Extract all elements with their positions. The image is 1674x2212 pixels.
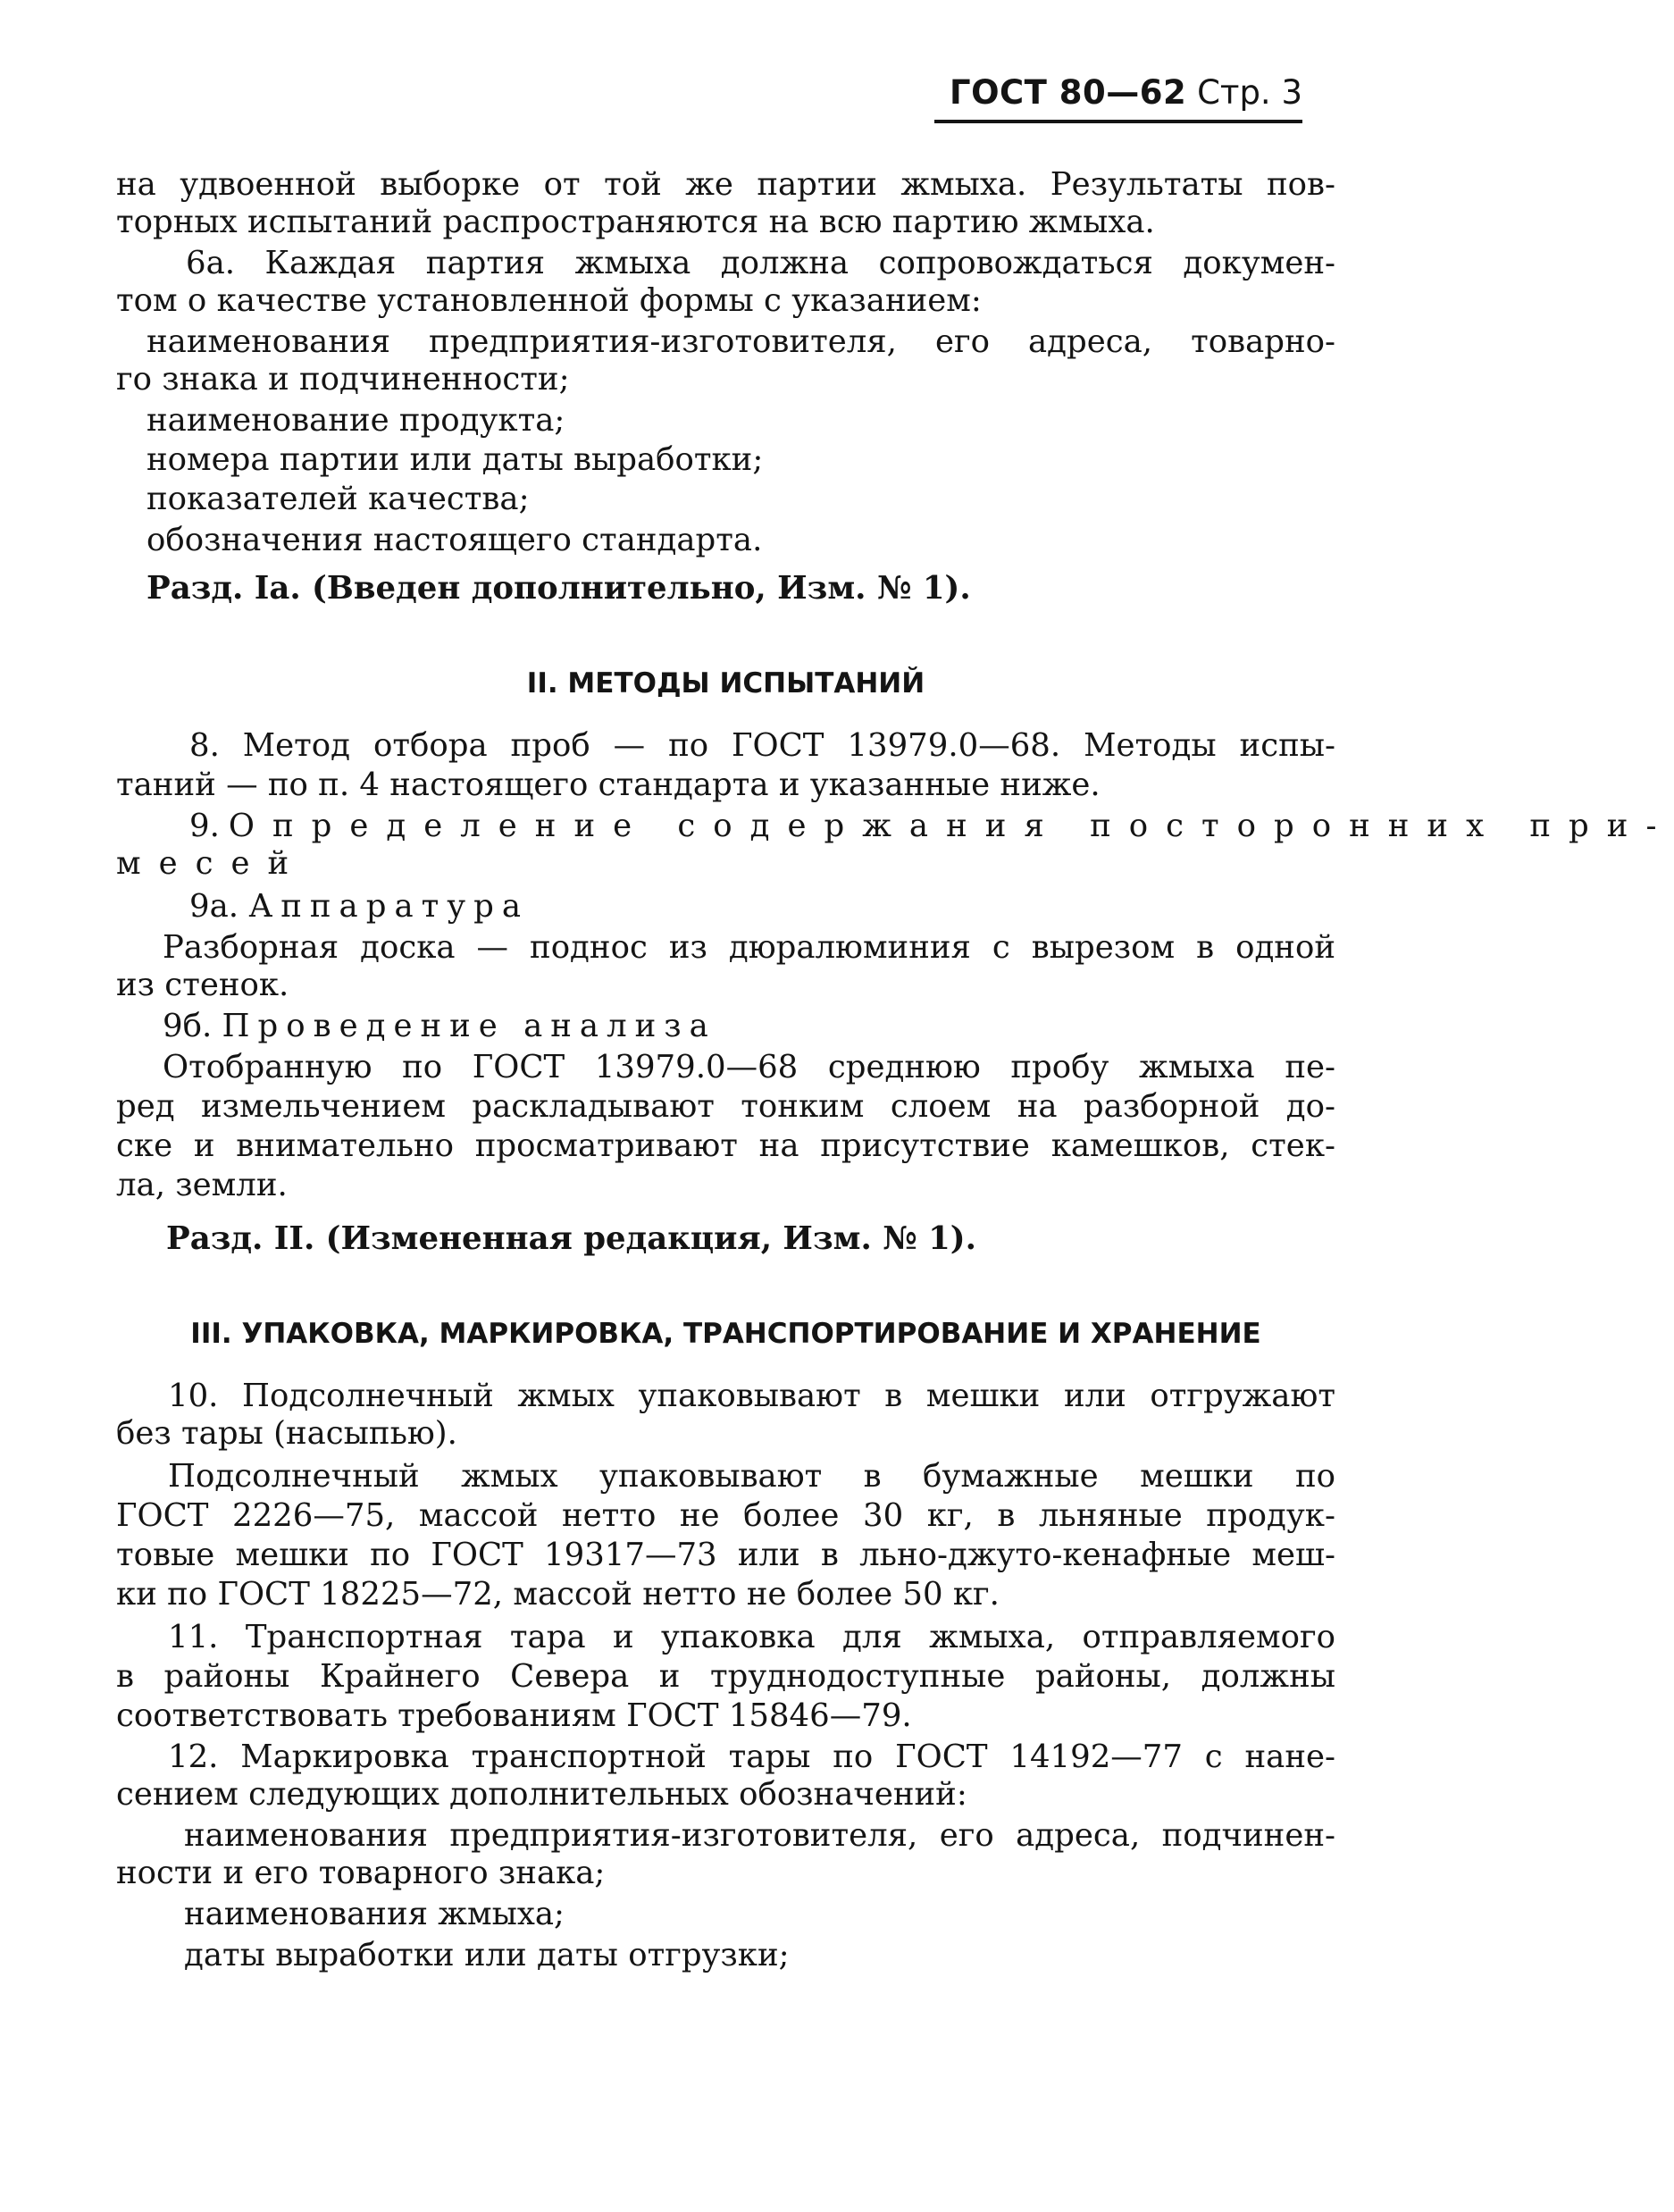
text-line: ске и внимательно просматривают на присутствие камешков, стек- <box>116 1127 1335 1164</box>
text-line: товые мешки по ГОСТ 19317—73 или в льно-джуто-кенафные меш- <box>116 1537 1335 1573</box>
text-line: сением следующих дополнительных обозначений: <box>116 1776 967 1813</box>
text-line: 11. Транспортная тара и упаковка для жмыха, отправляемого <box>168 1619 1335 1655</box>
item-number: 9. <box>189 808 220 844</box>
text-line: Отобранную по ГОСТ 13979.0—68 среднюю пробу жмыха пе- <box>163 1049 1335 1085</box>
item-number: 9б. <box>163 1008 213 1044</box>
text-line: ла, земли. <box>116 1167 288 1203</box>
text-line: наименования предприятия-изготовителя, его адреса, подчинен- <box>184 1817 1335 1854</box>
text-line: ки по ГОСТ 18225—72, массой нетто не более 50 кг. <box>116 1576 1000 1613</box>
item-title: Проведение анализа <box>222 1008 716 1044</box>
text-line: ГОСТ 2226—75, массой нетто не более 30 кг, в льняные продук- <box>116 1497 1335 1534</box>
text-line: наименование продукта; <box>146 402 565 439</box>
page-number: Стр. 3 <box>1197 73 1302 112</box>
text-line: без тары (насыпью). <box>116 1415 457 1452</box>
text-line: 8. Метод отбора проб — по ГОСТ 13979.0—68. Методы испы- <box>189 727 1335 764</box>
text-line: номера партии или даты выработки; <box>146 441 764 478</box>
text-line: Подсолнечный жмых упаковывают в бумажные мешки по <box>168 1458 1335 1495</box>
text-line: таний — по п. 4 настоящего стандарта и указанные ниже. <box>116 767 1101 803</box>
text-line: даты выработки или даты отгрузки; <box>184 1937 790 1973</box>
text-line: месей <box>116 845 307 882</box>
text-line: показателей качества; <box>146 481 530 517</box>
text-line: соответствовать требованиям ГОСТ 15846—79. <box>116 1697 912 1734</box>
text-line: 6а. Каждая партия жмыха должна сопровождаться докумен- <box>186 245 1335 281</box>
item-title: Аппаратура <box>248 888 530 925</box>
text-line: ности и его товарного знака; <box>116 1855 606 1891</box>
page-header <box>934 73 1302 123</box>
text-line: торных испытаний распространяются на всю партию жмыха. <box>116 204 1155 240</box>
text-line: наименования жмыха; <box>184 1896 565 1932</box>
text-line: 12. Маркировка транспортной тары по ГОСТ 14192—77 с нане- <box>168 1739 1335 1775</box>
text-line: на удвоенной выборке от той же партии жмыха. Результаты пов- <box>116 166 1335 203</box>
section-note: Разд. Iа. (Введен дополнительно, Изм. № 1). <box>146 570 971 607</box>
text-line: го знака и подчиненности; <box>116 361 570 398</box>
text-line: Разборная доска — поднос из дюралюминия с вырезом в одной <box>163 929 1335 966</box>
section-heading: II. МЕТОДЫ ИСПЫТАНИЙ <box>526 667 925 700</box>
text-line: 10. Подсолнечный жмых упаковывают в мешки или отгружают <box>168 1378 1335 1414</box>
standard-code: ГОСТ 80—62 <box>950 73 1187 112</box>
text-line: ред измельчением раскладывают тонким слоем на разборной до- <box>116 1088 1335 1125</box>
text-line <box>163 1008 1382 1045</box>
section-note: Разд. II. (Измененная редакция, Изм. № 1). <box>166 1220 976 1257</box>
section-heading: III. УПАКОВКА, МАРКИРОВКА, ТРАНСПОРТИРОВАНИЕ И ХРАНЕНИЕ <box>190 1318 1261 1350</box>
text-line <box>189 888 1409 926</box>
text-line: обозначения настоящего стандарта. <box>146 522 763 558</box>
item-title: Определение содержания посторонних при- <box>228 808 1674 844</box>
text-line <box>189 808 1674 845</box>
text-line: из стенок. <box>116 967 289 1003</box>
text-line: наименования предприятия-изготовителя, его адреса, товарно- <box>146 323 1335 360</box>
text-line: в районы Крайнего Севера и труднодоступные районы, должны <box>116 1658 1335 1695</box>
item-number: 9а. <box>189 888 239 925</box>
text-line: том о качестве установленной формы с указанием: <box>116 282 982 319</box>
